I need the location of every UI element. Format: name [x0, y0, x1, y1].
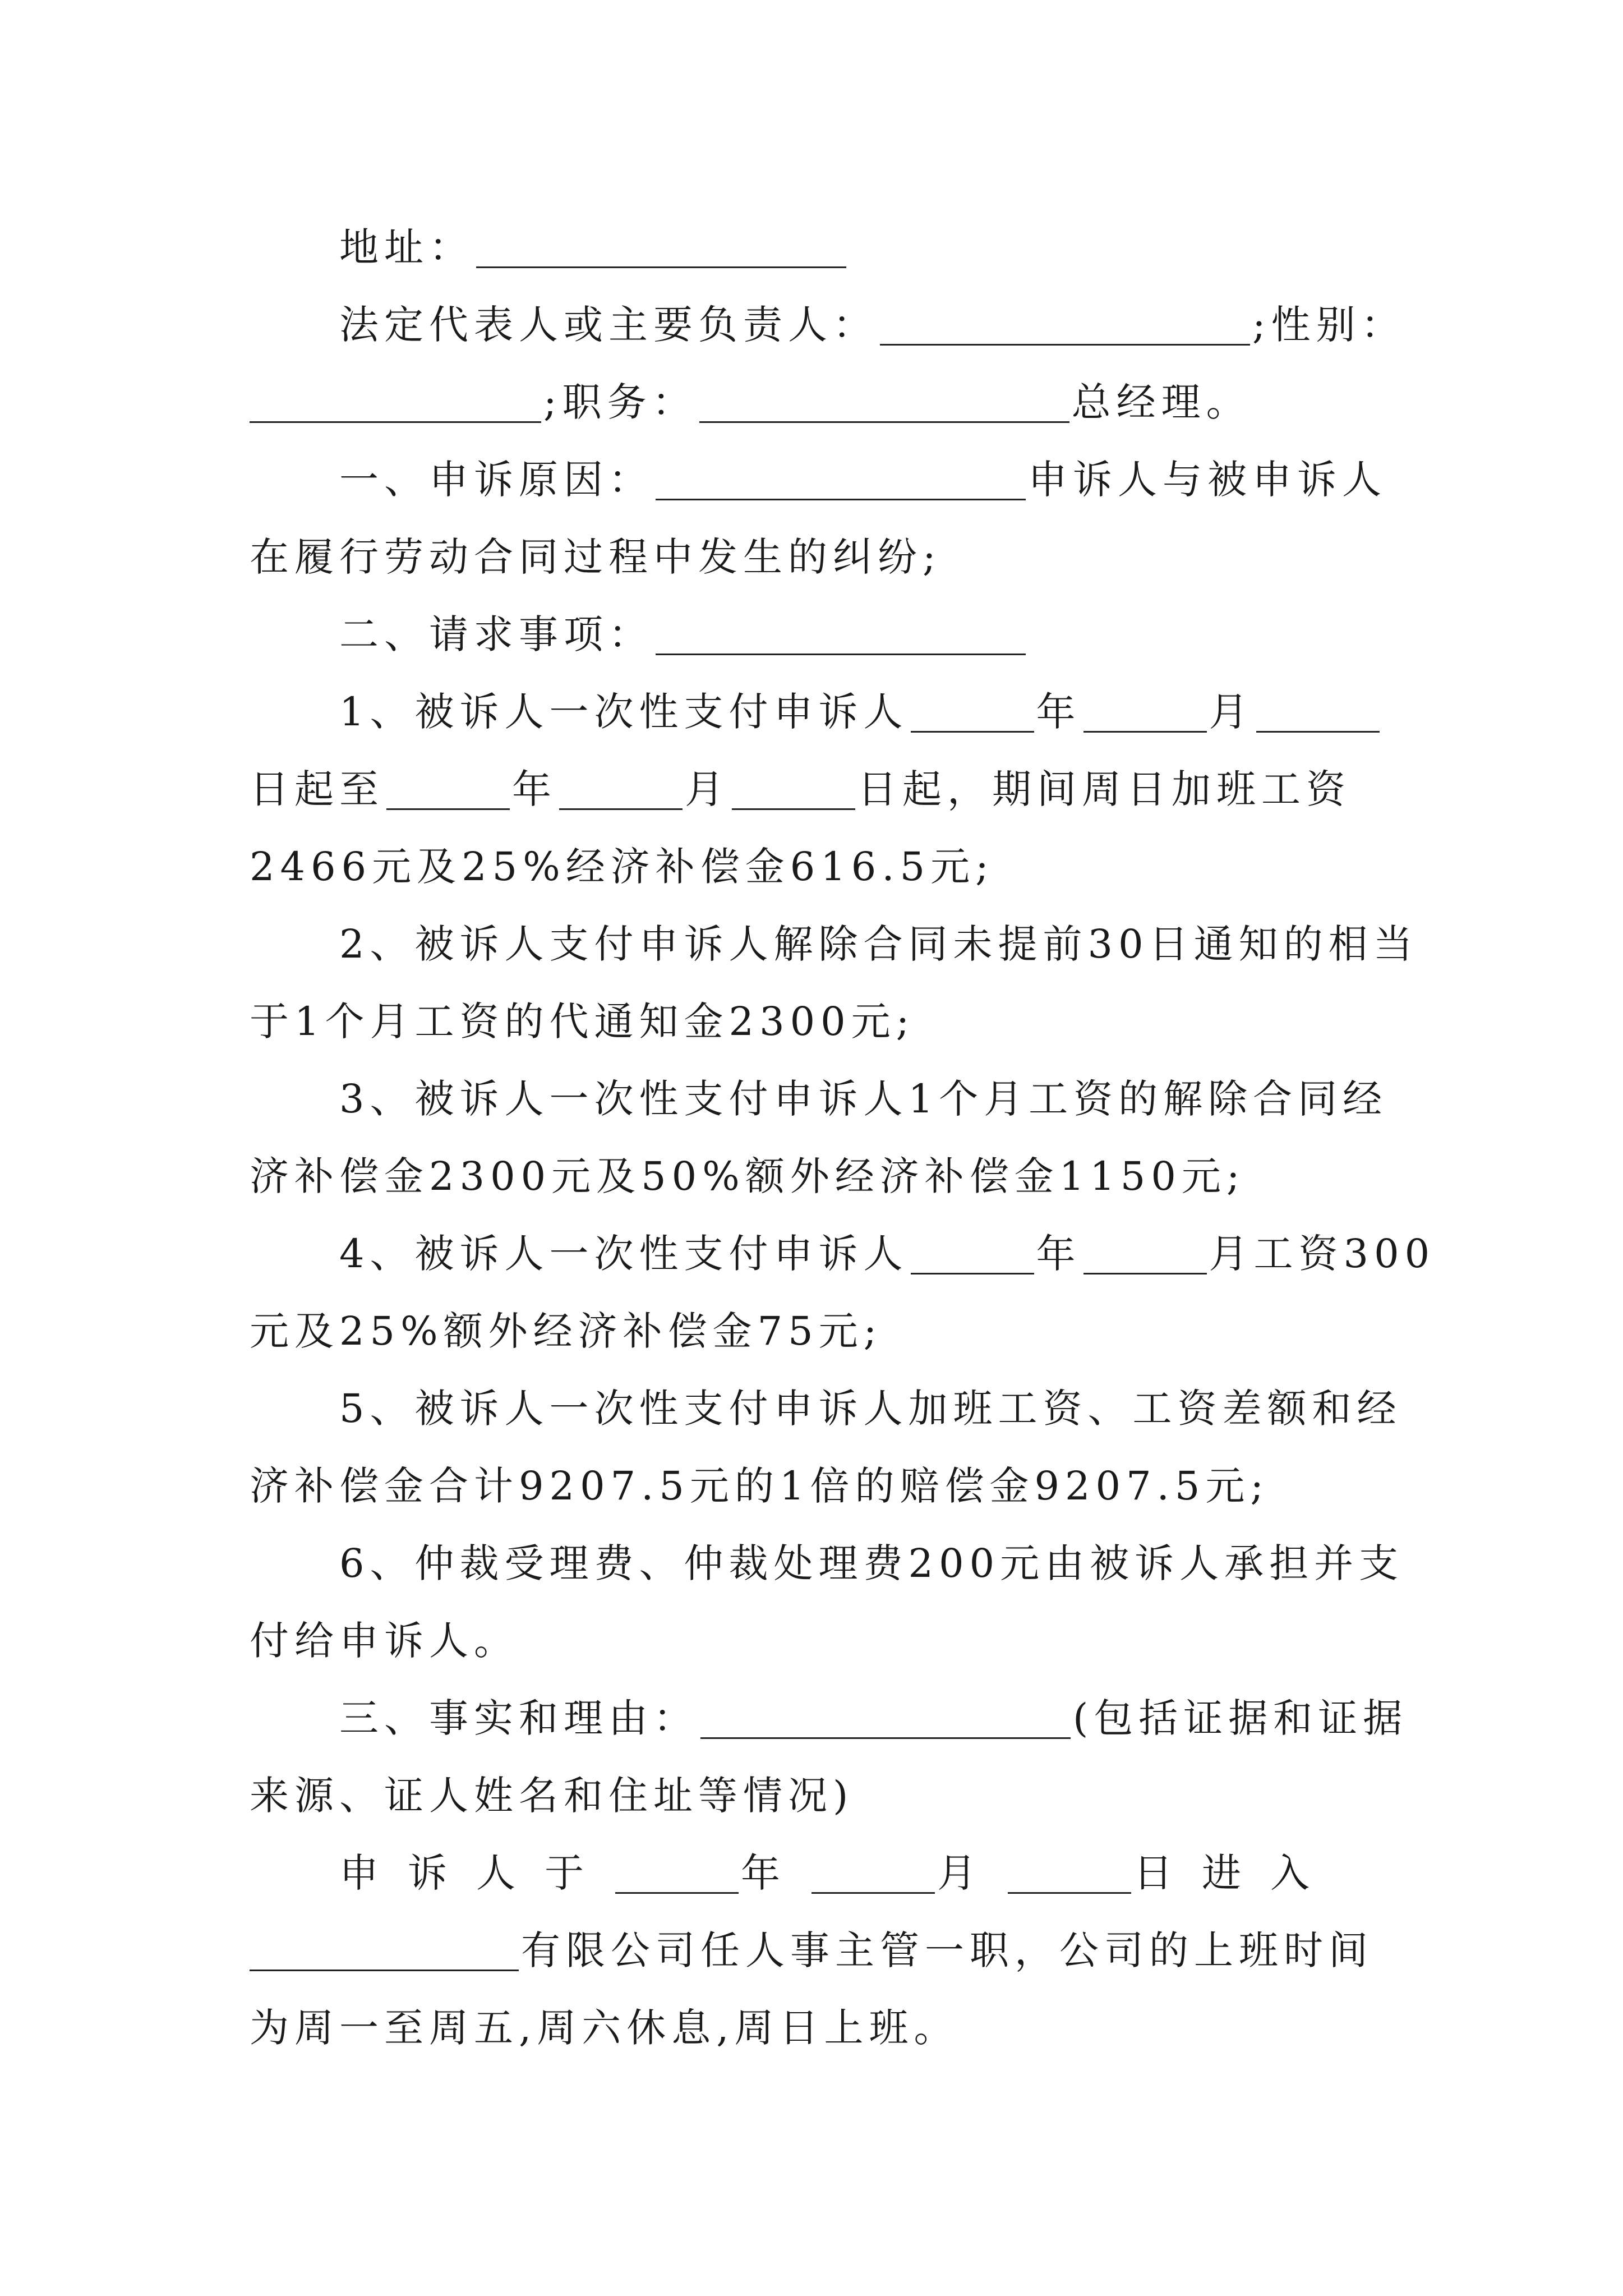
item2-line2 — [250, 983, 1388, 1060]
item1-end-month: 月 — [685, 766, 730, 812]
section1-tail: 申诉人与被申诉人 — [1028, 457, 1387, 503]
item4-prefix: 4、被诉人一次性支付申诉人 — [339, 1231, 909, 1277]
section2-label: 二、请求事项： — [339, 611, 653, 657]
item4-tail: 月工资300 — [1209, 1231, 1436, 1277]
item4-text-2: 元及25%额外经济补偿金75元; — [250, 1308, 883, 1354]
gender-label: ;性别： — [1252, 302, 1406, 348]
fact-year: 年 — [741, 1850, 809, 1896]
item2-text-2: 于1个月工资的代通知金2300元; — [250, 999, 915, 1045]
item1-year-blank — [911, 698, 1034, 733]
representative-label: 法定代表人或主要负责人： — [339, 302, 878, 348]
address-line — [250, 209, 1388, 286]
item4-line1 — [250, 1215, 1436, 1292]
section3-line2 — [250, 1757, 1388, 1834]
representative-line — [250, 286, 1406, 364]
item1-prefix: 1、被诉人一次性支付申诉人 — [339, 689, 909, 735]
section3-label: 三、事实和理由： — [339, 1695, 698, 1741]
section3-tail: (包括证据和证据 — [1073, 1695, 1408, 1741]
item4-year: 年 — [1036, 1231, 1081, 1277]
company-blank — [250, 1937, 519, 1971]
item3-text-1: 3、被诉人一次性支付申诉人1个月工资的解除合同经 — [339, 1076, 1388, 1122]
fact-enter: 日进入 — [1133, 1850, 1339, 1896]
item1-l2-start: 日起至 — [250, 766, 384, 812]
item4-month-blank — [1083, 1240, 1207, 1274]
item6-line1 — [250, 1525, 1404, 1602]
item1-line1 — [250, 673, 1388, 751]
document-body — [250, 209, 1436, 2067]
item6-text-1: 6、仲裁受理费、仲裁处理费200元由被诉人承担并支 — [339, 1540, 1404, 1586]
item1-end-year-blank — [386, 776, 510, 810]
gender-blank — [250, 389, 541, 423]
fact-year-blank — [615, 1860, 739, 1894]
fact-month-blank — [811, 1860, 935, 1894]
section1-text: 在履行劳动合同过程中发生的纠纷; — [250, 534, 942, 580]
item6-line2 — [250, 1602, 1388, 1680]
fact-day-blank — [1008, 1860, 1131, 1894]
address-blank — [476, 234, 846, 268]
item1-end-day-blank — [732, 776, 855, 810]
section2-line — [250, 596, 1388, 673]
fact-schedule: 为周一至周五,周六休息,周日上班。 — [250, 2005, 959, 2051]
item2-line1 — [250, 905, 1418, 983]
fact-line1 — [250, 1834, 1388, 1912]
item1-l2-end: 日起，期间周日加班工资 — [857, 766, 1351, 812]
item5-line2 — [250, 1447, 1388, 1525]
fact-line2 — [250, 1912, 1388, 1989]
section1-blank — [656, 466, 1026, 500]
section1-label: 一、申诉原因： — [339, 457, 653, 503]
item3-line1 — [250, 1060, 1388, 1138]
address-label: 地址： — [339, 224, 474, 270]
position-suffix: 总经理。 — [1071, 379, 1251, 425]
item1-text: 2466元及25%经济补偿金616.5元; — [250, 844, 994, 890]
item4-line2 — [250, 1292, 1388, 1370]
position-blank — [699, 389, 1069, 423]
item1-month: 月 — [1209, 689, 1254, 735]
section3-text-2: 来源、证人姓名和住址等情况) — [250, 1773, 854, 1819]
position-label: ;职务： — [543, 379, 697, 425]
item1-day-blank — [1256, 698, 1380, 733]
item1-year: 年 — [1036, 689, 1081, 735]
item3-text-2: 济补偿金2300元及50%额外经济补偿金1150元; — [250, 1153, 1246, 1199]
section3-blank — [700, 1705, 1071, 1739]
item1-end-year: 年 — [512, 766, 557, 812]
section1-line2 — [250, 518, 1388, 596]
item5-text-2: 济补偿金合计9207.5元的1倍的赔偿金9207.5元; — [250, 1463, 1269, 1509]
item2-text-1: 2、被诉人支付申诉人解除合同未提前30日通知的相当 — [339, 921, 1418, 967]
item1-end-month-blank — [559, 776, 683, 810]
item6-text-2: 付给申诉人。 — [250, 1618, 519, 1664]
section2-blank — [656, 621, 1026, 655]
item1-month-blank — [1083, 698, 1207, 733]
fact-line3 — [250, 1989, 1388, 2067]
fact-company: 有限公司任人事主管一职，公司的上班时间 — [521, 1927, 1373, 1973]
item3-line2 — [250, 1138, 1388, 1215]
item4-year-blank — [911, 1240, 1034, 1274]
item5-line1 — [250, 1370, 1402, 1447]
section1-line — [250, 441, 1388, 518]
representative-blank — [880, 311, 1250, 346]
position-line — [250, 364, 1388, 441]
fact-month: 月 — [937, 1850, 1006, 1896]
item1-line2 — [250, 751, 1388, 828]
item5-text-1: 5、被诉人一次性支付申诉人加班工资、工资差额和经 — [339, 1386, 1402, 1432]
item1-line3 — [250, 828, 1388, 905]
fact-prefix: 申诉人于 — [339, 1850, 613, 1896]
section3-line — [250, 1680, 1408, 1757]
